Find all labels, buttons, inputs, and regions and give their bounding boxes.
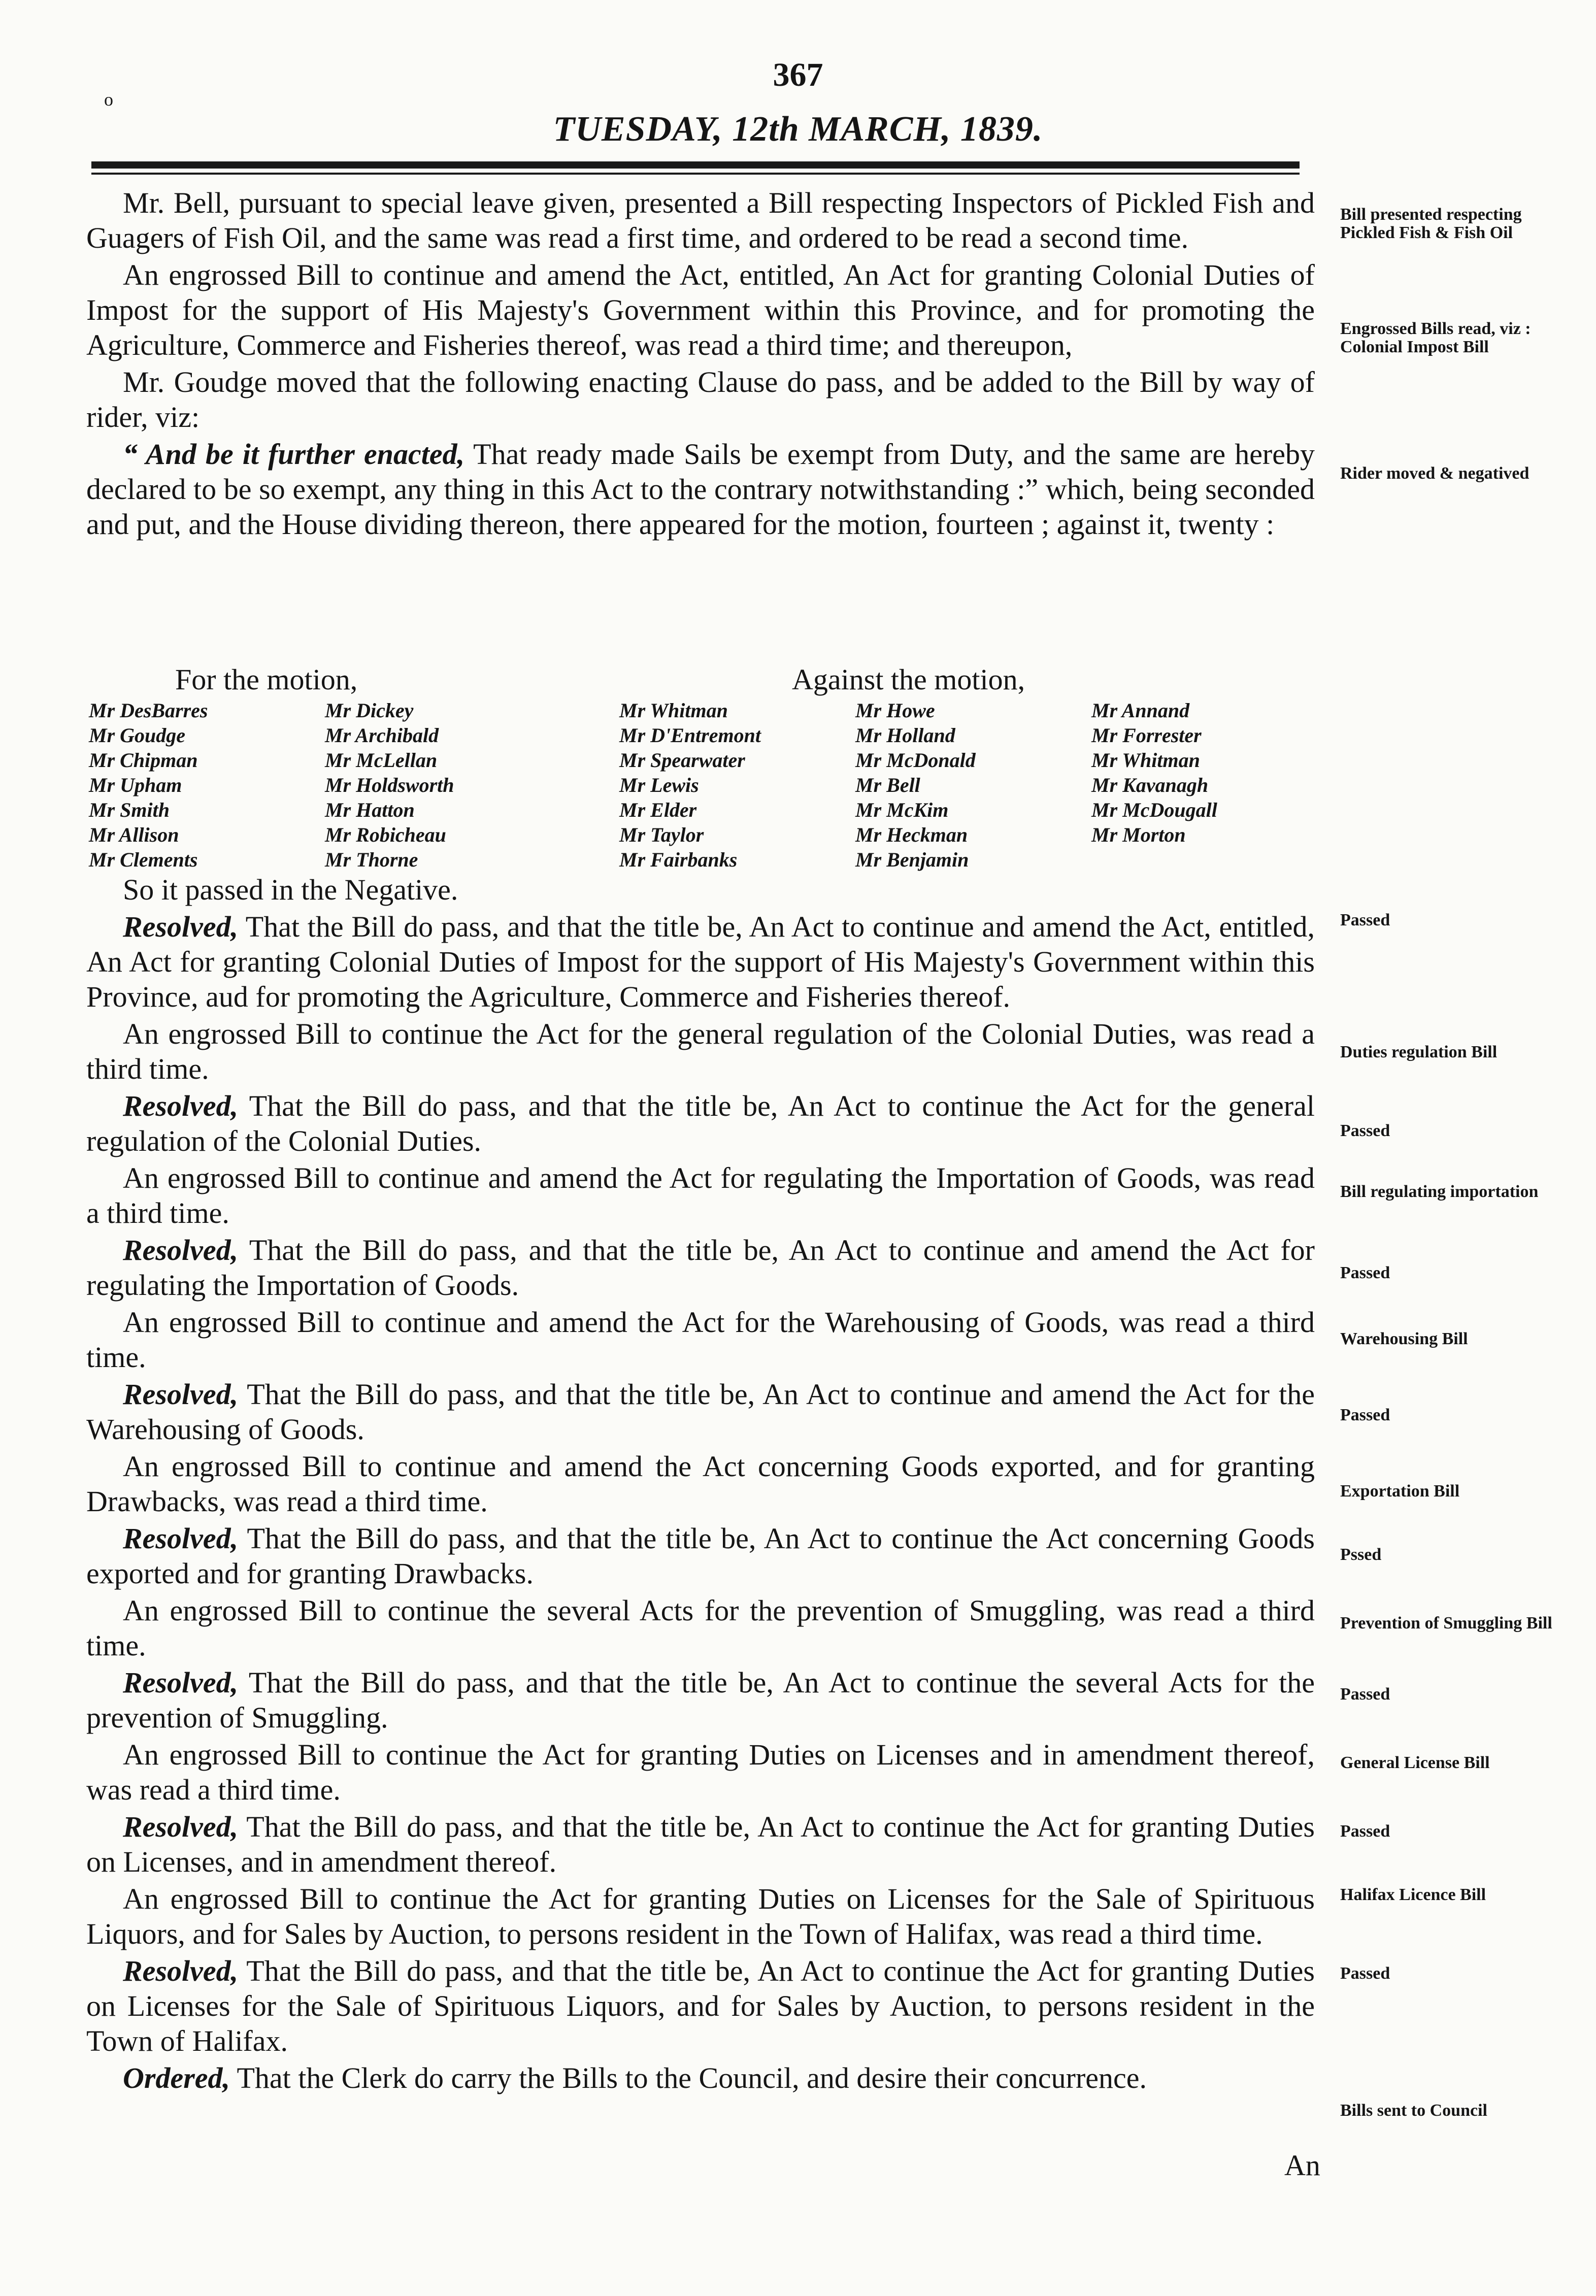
- member-name: Mr Holland: [855, 724, 955, 747]
- margin-note: Passed: [1340, 1964, 1390, 1983]
- member-name: Mr Forrester: [1091, 724, 1202, 747]
- paragraph-text: That the Bill do pass, and that the title be, An Act to continue and amend the Act for the Warehousing of Goods.: [86, 1378, 1315, 1446]
- paragraph-lead: Resolved,: [123, 910, 239, 943]
- member-name: Mr Thorne: [325, 848, 418, 871]
- margin-note: Passed: [1340, 1685, 1390, 1704]
- margin-note: Warehousing Bill: [1340, 1329, 1468, 1348]
- paragraph-text: An engrossed Bill to continue and amend the Act concerning Goods exported, and for granting Drawbacks, was read a third time.: [86, 1450, 1315, 1518]
- heading-rule-thin: [91, 173, 1300, 175]
- paragraph-lead: Resolved,: [123, 1666, 239, 1699]
- paragraph-text: That the Bill do pass, and that the title be, An Act to continue the Act for the general regulation of the Colonial Duties.: [86, 1089, 1315, 1157]
- margin-note: Duties regulation Bill: [1340, 1043, 1498, 1061]
- paragraph: [86, 1449, 1315, 1519]
- body-top: [86, 185, 1315, 544]
- member-name: Mr Archibald: [325, 724, 439, 747]
- member-name: Mr Elder: [619, 798, 697, 821]
- catchword: An: [1284, 2149, 1320, 2182]
- page-heading: TUESDAY, 12th MARCH, 1839.: [553, 110, 1043, 149]
- paragraph: [86, 1881, 1315, 1951]
- against-column-3: [1091, 698, 1217, 847]
- member-name: Mr Fairbanks: [619, 848, 738, 871]
- paragraph-lead: Ordered,: [123, 2061, 230, 2094]
- member-name: Mr Kavanagh: [1091, 774, 1209, 796]
- paragraph: An engrossed Bill to continue and amend the Act, entitled, An Act for granting Colonial Duties of Impost for the support of His Majesty's Government within this Province, and for promoting the Agriculture, Commerce and Fisheries thereof, was read a third time; and thereupon,: [86, 258, 1315, 361]
- paragraph: [86, 1593, 1315, 1663]
- paragraph: [86, 1737, 1315, 1807]
- member-name: Mr Benjamin: [855, 848, 969, 871]
- member-name: Mr Spearwater: [619, 749, 745, 772]
- member-name: Mr Upham: [89, 774, 182, 796]
- for-label: For the motion,: [175, 663, 358, 696]
- paragraph: [86, 872, 1315, 907]
- paragraph: Mr. Bell, pursuant to special leave given, presented a Bill respecting Inspectors of Pickled Fish and Guagers of Fish Oil, and the same was read a first time, and ordered to be read a second time.: [86, 186, 1315, 254]
- member-name: Mr Chipman: [89, 749, 198, 772]
- for-column-2: [325, 698, 454, 872]
- member-name: Mr D'Entremont: [619, 724, 761, 747]
- body-bottom: [86, 872, 1315, 2098]
- paragraph-text: That the Bill do pass, and that the title be, An Act to continue the Act for granting Duties on Licenses, and in amendment thereof.: [86, 1810, 1315, 1878]
- member-name: Mr McDougall: [1091, 798, 1217, 821]
- paragraph: Mr. Goudge moved that the following enacting Clause do pass, and be added to the Bill by way of rider, viz:: [86, 365, 1315, 434]
- member-name: Mr Smith: [89, 798, 170, 821]
- member-name: Mr Clements: [89, 848, 198, 871]
- against-label: Against the motion,: [792, 663, 1025, 696]
- paragraph-text: An engrossed Bill to continue the Act for granting Duties on Licenses and in amendment thereof, was read a third time.: [86, 1738, 1315, 1806]
- margin-note: Passed: [1340, 911, 1390, 929]
- member-name: Mr Morton: [1091, 823, 1186, 846]
- paragraph-lead: Resolved,: [123, 1089, 239, 1122]
- for-column-1: [89, 698, 208, 872]
- member-name: Mr Howe: [855, 699, 935, 722]
- paragraph: [86, 1809, 1315, 1879]
- paragraph: [86, 1305, 1315, 1375]
- member-name: Mr Goudge: [89, 724, 186, 747]
- paragraph-lead: Resolved,: [123, 1810, 239, 1843]
- against-column-1: [619, 698, 761, 872]
- paragraph: [86, 1160, 1315, 1230]
- division-list: [86, 662, 1315, 876]
- paragraph: [86, 909, 1315, 1014]
- member-name: Mr DesBarres: [89, 699, 208, 722]
- paragraph-lead: Resolved,: [123, 1954, 239, 1987]
- member-name: Mr Taylor: [619, 823, 704, 846]
- member-name: Mr Dickey: [325, 699, 414, 722]
- member-name: Mr Bell: [855, 774, 920, 796]
- paragraph: [86, 1665, 1315, 1735]
- member-name: Mr Robicheau: [325, 823, 446, 846]
- stray-mark: o: [104, 89, 113, 110]
- margin-note: Bill regulating importation: [1340, 1182, 1539, 1201]
- paragraph: [86, 2060, 1315, 2095]
- paragraph-text: So it passed in the Negative.: [123, 873, 458, 906]
- paragraph-text: An engrossed Bill to continue and amend the Act for the Warehousing of Goods, was read a third time.: [86, 1306, 1315, 1374]
- margin-note: Exportation Bill: [1340, 1482, 1460, 1501]
- paragraph-rider: [86, 437, 1315, 542]
- paragraph: [86, 1016, 1315, 1086]
- paragraph-text: That the Bill do pass, and that the title be, An Act to continue and amend the Act for regulating the Importation of Goods.: [86, 1234, 1315, 1302]
- against-column-2: [855, 698, 976, 872]
- margin-note: Passed: [1340, 1406, 1390, 1424]
- paragraph-text: An engrossed Bill to continue the Act for granting Duties on Licenses for the Sale of Spirituous Liquors, and for Sales by Auction, to persons resident in the Town of Halifax, was read a third time.: [86, 1882, 1315, 1950]
- paragraph-text: That the Bill do pass, and that the title be, An Act to continue and amend the Act, entitled, An Act for granting Colonial Duties of Impost for the support of His Majesty's Government within this Province, aud for promoting the Agriculture, Commerce and Fisheries thereof.: [86, 910, 1315, 1013]
- paragraph-text: That the Bill do pass, and that the title be, An Act to continue the Act concerning Goods exported and for granting Drawbacks.: [86, 1522, 1315, 1590]
- member-name: Mr Allison: [89, 823, 179, 846]
- member-name: Mr Heckman: [855, 823, 968, 846]
- heading-rule-thick: [91, 161, 1300, 169]
- paragraph: [86, 1377, 1315, 1447]
- member-name: Mr Holdsworth: [325, 774, 454, 796]
- member-name: Mr Whitman: [619, 699, 728, 722]
- paragraph: [86, 1088, 1315, 1158]
- paragraph: [86, 1233, 1315, 1303]
- member-name: Mr Lewis: [619, 774, 699, 796]
- page-number: 367: [773, 56, 823, 93]
- margin-note: Passed: [1340, 1822, 1390, 1841]
- paragraph-text: An engrossed Bill to continue and amend the Act for regulating the Importation of Goods, was read a third time.: [86, 1161, 1315, 1229]
- paragraph-lead: Resolved,: [123, 1234, 239, 1267]
- margin-note: Prevention of Smuggling Bill: [1340, 1614, 1552, 1633]
- margin-note: General License Bill: [1340, 1753, 1490, 1772]
- paragraph-text: An engrossed Bill to continue the Act for the general regulation of the Colonial Duties, was read a third time.: [86, 1017, 1315, 1085]
- paragraph: [86, 1521, 1315, 1591]
- paragraph-lead: Resolved,: [123, 1378, 239, 1411]
- margin-note: Pssed: [1340, 1545, 1382, 1564]
- member-name: Mr Annand: [1091, 699, 1190, 722]
- member-name: Mr Hatton: [325, 798, 415, 821]
- margin-note: Bills sent to Council: [1340, 2101, 1487, 2120]
- member-name: Mr McKim: [855, 798, 949, 821]
- paragraph-text: That the Clerk do carry the Bills to the Council, and desire their concurrence.: [230, 2061, 1147, 2094]
- paragraph: [86, 1953, 1315, 2058]
- member-name: Mr Whitman: [1091, 749, 1200, 772]
- paragraph-text: That the Bill do pass, and that the title be, An Act to continue the several Acts for the prevention of Smuggling.: [86, 1666, 1315, 1734]
- rider-lead: “ And be it further enacted,: [123, 438, 465, 471]
- margin-note: Bill presented respecting Pickled Fish & Fish Oil: [1340, 205, 1522, 242]
- margin-note: Engrossed Bills read, viz : Colonial Impost Bill: [1340, 319, 1531, 356]
- paragraph-lead: Resolved,: [123, 1522, 239, 1555]
- member-name: Mr McDonald: [855, 749, 976, 772]
- margin-note: Passed: [1340, 1263, 1390, 1282]
- margin-note: Rider moved & negatived: [1340, 464, 1530, 483]
- paragraph-text: That the Bill do pass, and that the title be, An Act to continue the Act for granting Duties on Licenses for the Sale of Spirituous Liquors, and for Sales by Auction, to persons resident in the Town of Halifax.: [86, 1954, 1315, 2057]
- rider-text: That ready made Sails be exempt from Duty, and the same are hereby declared to be so exempt, any thing in this Act to the contrary notwithstanding :” which, being seconded and put, and the House dividing thereon, there appeared for the motion, fourteen ; against it, twenty :: [86, 438, 1315, 541]
- paragraph-text: An engrossed Bill to continue the several Acts for the prevention of Smuggling, was read a third time.: [86, 1594, 1315, 1662]
- margin-note: Halifax Licence Bill: [1340, 1885, 1486, 1904]
- margin-note: Passed: [1340, 1121, 1390, 1140]
- member-name: Mr McLellan: [325, 749, 438, 772]
